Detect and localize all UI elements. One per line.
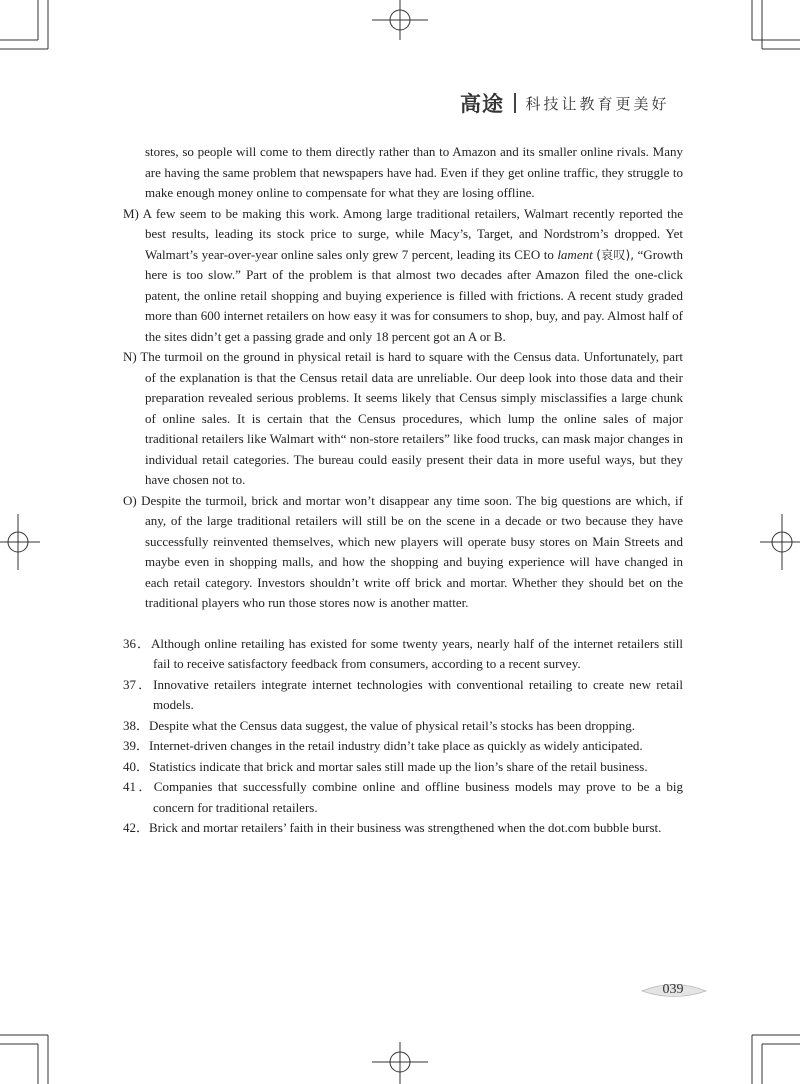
paragraph-label: O) — [123, 492, 137, 508]
paragraph-continuation: stores, so people will come to them directly rather than to Amazon and its smaller online rivals. Many are having the same problem that newspapers have had. Even if they get online traffic, they struggle to make enough money online to compensate for what they are losing offline. — [145, 144, 684, 200]
question-list — [123, 634, 683, 839]
question-39: 39．Internet-driven changes in the retail industry didn’t take place as quickly as widely anticipated. — [123, 738, 643, 753]
paragraph-label: M) — [123, 205, 139, 221]
question-41: 41．Companies that successfully combine online and offline business models may prove to be a big concern for traditional retailers. — [123, 779, 683, 815]
paragraph-m: M) A few seem to be making this work. Among large traditional retailers, Walmart recently reported the best results, leading its stock price to surge, while Macy’s, Target, and Nordstrom’s dropped. Yet Walmart’s year-over-year online sales only grew 7 percent, leading its CEO to lament (哀叹), “Growth here is too slow.” Part of the problem is that almost two decades after Amazon filed the one-click patent, the online retail shopping and buying experience is filled with frictions. A recent study graded more than 600 internet retailers on how easy it was for consumers to shop, buy, and pay. Almost half of the sites didn’t get a passing grade and only 18 percent got an A or B. — [123, 205, 684, 344]
gloss: (哀叹), — [596, 247, 635, 262]
brand-logo: 高途 — [460, 92, 504, 116]
question-42: 42．Brick and mortar retailers’ faith in their business was strengthened when the dot.com bubble burst. — [123, 820, 662, 835]
question-40: 40．Statistics indicate that brick and mortar sales still made up the lion’s share of the retail business. — [123, 758, 648, 774]
question-38: 38．Despite what the Census data suggest, the value of physical retail’s stocks has been dropping. — [123, 717, 635, 733]
paragraph-n: N) The turmoil on the ground in physical retail is hard to square with the Census data. Unfortunately, part of the explanation is that the Census retail data are unreliable. Our deep look into those data and their preparation revealed serious problems. It seems likely that Census simply misclassifies a large chunk of online sales. It is certain that the Census procedures, which lump the online sales of major traditional retailers like Walmart with“ non-store retailers” like food trucks, can mask major changes in individual retail categories. The bureau could easily present their data in more useful ways, but they have chosen not to. — [123, 349, 684, 487]
paragraph-label: N) — [123, 349, 137, 364]
page-header — [460, 88, 700, 118]
paragraph-o: O) Despite the turmoil, brick and mortar won’t disappear any time soon. The big questions are which, if any, of the large traditional retailers will still be on the scene in a decade or two because they have successfully reinvented themselves, which new players will operate busy stores on Main Streets and maybe even in shopping malls, and how the shopping and buying experience will have changed in each retail category. Investors shouldn’t write off brick and mortar. Whether they should bet on the traditional players who run those stores now is another matter. — [123, 492, 683, 610]
header-divider — [514, 93, 516, 113]
page-number: 039 — [662, 982, 684, 997]
question-36: 36．Although online retailing has existed for some twenty years, nearly half of the internet retailers still fail to receive satisfactory feedback from consumers, according to a recent survey. — [123, 635, 683, 671]
question-37: 37．Innovative retailers integrate internet technologies with conventional retailing to create new retail models. — [123, 676, 683, 712]
italic-word: lament — [557, 246, 593, 262]
brand-slogan: 科技让教育更美好 — [525, 94, 670, 113]
reading-passage — [123, 142, 683, 839]
